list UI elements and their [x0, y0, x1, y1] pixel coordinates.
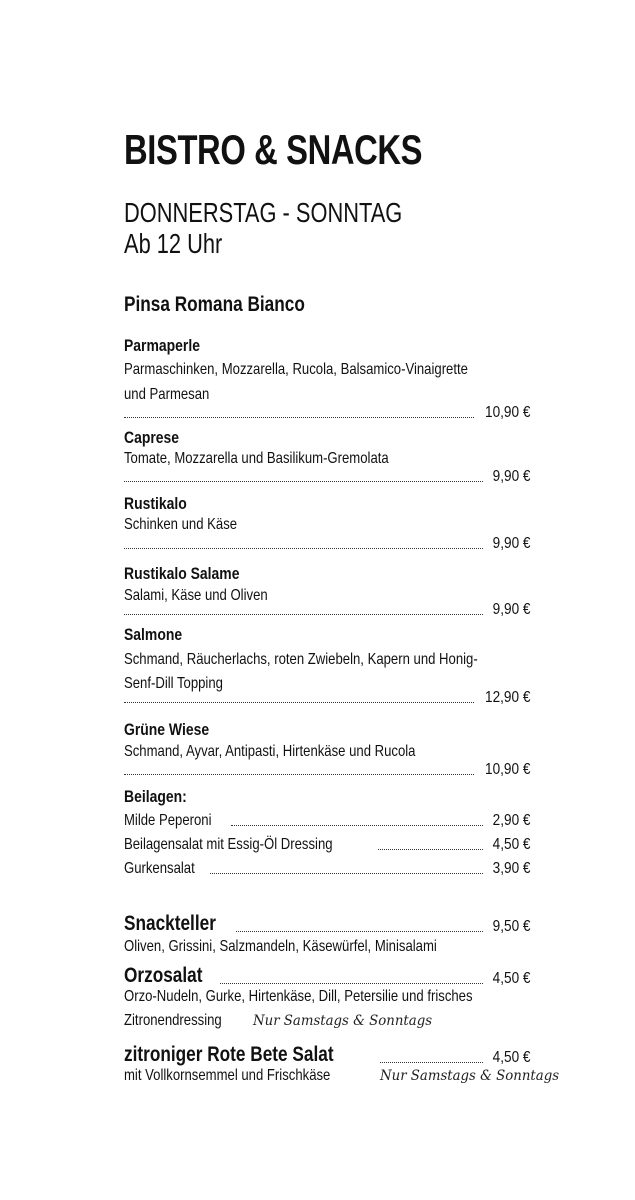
section-heading-pinsa: Pinsa Romana Bianco	[124, 293, 305, 316]
side-dish-row	[124, 836, 530, 854]
price-row	[124, 689, 530, 707]
price-row	[124, 535, 530, 553]
price-row	[124, 468, 530, 486]
menu-item-price: 10,90 €	[484, 404, 530, 421]
weekend-note: Nur Samstags & Sonntags	[379, 1068, 559, 1084]
snack-description: mit Vollkornsemmel und Frischkäse	[124, 1067, 331, 1084]
side-dish-name: Milde Peperoni	[124, 812, 212, 829]
snack-row	[124, 1043, 530, 1067]
dot-leader	[124, 773, 474, 775]
snack-description-line	[124, 1067, 568, 1089]
snack-description: Oliven, Grissini, Salzmandeln, Käsewürfel, Minisalami	[124, 938, 437, 955]
price-row	[124, 404, 530, 422]
weekend-note: Nur Samstags & Sonntags	[253, 1013, 433, 1029]
side-dish-price: 3,90 €	[492, 860, 530, 877]
menu-item-description: Schmand, Ayvar, Antipasti, Hirtenkäse und Rucola	[124, 743, 416, 760]
side-dish-name: Gurkensalat	[124, 860, 195, 877]
snack-name: Snackteller	[124, 912, 216, 935]
snack-description: Orzo-Nudeln, Gurke, Hirtenkäse, Dill, Petersilie und frisches	[124, 988, 473, 1005]
dot-leader	[236, 930, 482, 932]
menu-item-name: Rustikalo Salame	[124, 564, 240, 583]
menu-item-description: Senf-Dill Topping	[124, 675, 223, 692]
dot-leader	[380, 1061, 483, 1063]
snack-description: Zitronendressing	[124, 1012, 222, 1029]
dot-leader	[124, 547, 483, 549]
price-row	[124, 601, 530, 619]
snack-row	[124, 912, 530, 936]
dot-leader	[210, 872, 482, 874]
snack-name: zitroniger Rote Bete Salat	[124, 1043, 334, 1066]
menu-item-price: 9,90 €	[492, 535, 530, 552]
snack-row	[124, 964, 530, 988]
dot-leader	[220, 982, 483, 984]
dot-leader	[231, 824, 483, 826]
dot-leader	[124, 701, 474, 703]
menu-item-name: Grüne Wiese	[124, 720, 210, 739]
opening-hours: Ab 12 Uhr	[124, 228, 223, 259]
menu-item-description: Parmaschinken, Mozzarella, Rucola, Balsamico-Vinaigrette	[124, 361, 468, 378]
page-title: BISTRO & SNACKS	[124, 126, 423, 173]
dot-leader	[124, 480, 483, 482]
menu-item-description: und Parmesan	[124, 386, 210, 403]
snack-price: 4,50 €	[492, 1049, 530, 1066]
price-row	[124, 761, 530, 779]
opening-days: DONNERSTAG - SONNTAG	[124, 197, 403, 228]
side-dish-price: 2,90 €	[492, 812, 530, 829]
menu-item-description: Schinken und Käse	[124, 516, 238, 533]
beilagen-heading: Beilagen:	[124, 787, 187, 806]
menu-item-price: 10,90 €	[484, 761, 530, 778]
side-dish-row	[124, 860, 530, 878]
menu-item-description: Tomate, Mozzarella und Basilikum-Gremolata	[124, 450, 389, 467]
menu-item-name: Salmone	[124, 625, 183, 644]
menu-item-price: 12,90 €	[484, 689, 530, 706]
snack-price: 4,50 €	[492, 970, 530, 987]
side-dish-name: Beilagensalat mit Essig-Öl Dressing	[124, 836, 333, 853]
snack-name: Orzosalat	[124, 964, 203, 987]
snack-price: 9,50 €	[492, 918, 530, 935]
menu-item-name: Parmaperle	[124, 336, 200, 355]
dot-leader	[124, 613, 483, 615]
dot-leader	[378, 848, 482, 850]
snack-description-line	[124, 1012, 442, 1034]
side-dish-row	[124, 812, 530, 830]
menu-item-description: Salami, Käse und Oliven	[124, 587, 268, 604]
dot-leader	[124, 416, 474, 418]
menu-item-price: 9,90 €	[492, 601, 530, 618]
menu-item-name: Rustikalo	[124, 494, 187, 513]
menu-item-price: 9,90 €	[492, 468, 530, 485]
side-dish-price: 4,50 €	[492, 836, 530, 853]
menu-item-name: Caprese	[124, 428, 180, 447]
menu-item-description: Schmand, Räucherlachs, roten Zwiebeln, Kapern und Honig-	[124, 651, 478, 668]
